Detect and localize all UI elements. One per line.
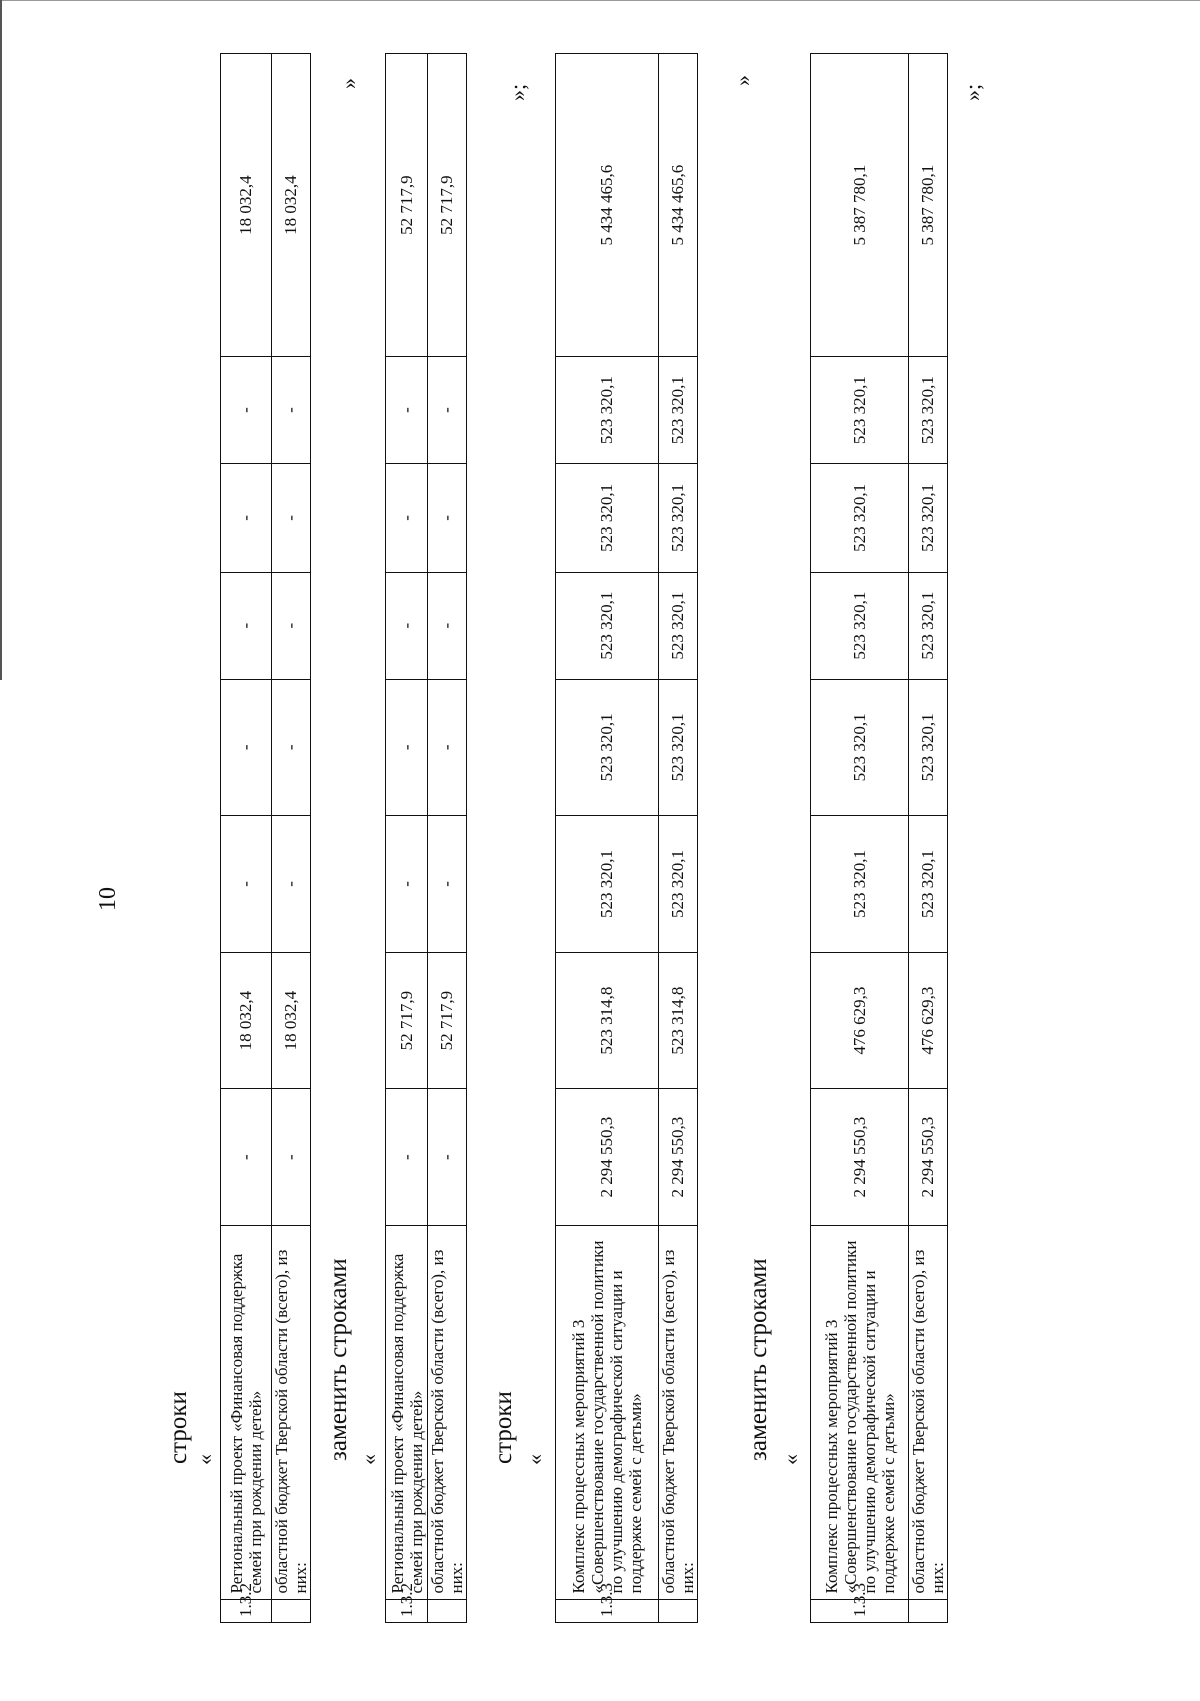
row-name: областной бюджет Тверской области (всего), из них:: [428, 1225, 467, 1599]
cell-value: 523 320,1: [659, 572, 698, 679]
block-1-intro: строки: [165, 1391, 192, 1464]
cell-value: 523 320,1: [909, 816, 948, 953]
cell-value: -: [221, 463, 272, 572]
cell-value: 523 320,1: [909, 463, 948, 572]
cell-value: 523 320,1: [811, 357, 909, 464]
table-block-1: [220, 53, 311, 1623]
cell-value: -: [386, 1089, 428, 1226]
row-name: областной бюджет Тверской области (всего), из них:: [272, 1225, 311, 1599]
cell-value: 523 320,1: [556, 816, 659, 953]
cell-value: 2 294 550,3: [909, 1089, 948, 1226]
cell-value: 523 314,8: [556, 952, 659, 1089]
block-4-close-quote: »;: [960, 83, 985, 101]
cell-value: -: [428, 816, 467, 953]
cell-value: 18 032,4: [272, 54, 311, 357]
cell-value: -: [386, 679, 428, 816]
cell-value: 523 320,1: [556, 357, 659, 464]
cell-value: 523 320,1: [909, 357, 948, 464]
block-1-open-quote: «: [192, 1454, 217, 1465]
cell-value: 523 320,1: [811, 679, 909, 816]
cell-value: 476 629,3: [811, 952, 909, 1089]
row-code: 1.3.3: [556, 1599, 659, 1622]
cell-value: 476 629,3: [909, 952, 948, 1089]
cell-value: 52 717,9: [386, 952, 428, 1089]
block-3-close-quote: »: [730, 75, 755, 86]
cell-value: 18 032,4: [221, 54, 272, 357]
cell-value: 523 320,1: [811, 816, 909, 953]
cell-value: -: [428, 679, 467, 816]
block-2-close-quote: »;: [505, 83, 530, 101]
cell-value: 523 314,8: [659, 952, 698, 1089]
table-row: [272, 54, 311, 1623]
cell-value: 52 717,9: [428, 54, 467, 357]
cell-value: 52 717,9: [386, 54, 428, 357]
cell-value: -: [386, 816, 428, 953]
table-row: [428, 54, 467, 1623]
cell-value: -: [428, 463, 467, 572]
cell-value: 5 387 780,1: [811, 54, 909, 357]
cell-value: -: [272, 679, 311, 816]
cell-value: 523 320,1: [556, 572, 659, 679]
cell-value: -: [272, 1089, 311, 1226]
cell-value: 2 294 550,3: [556, 1089, 659, 1226]
cell-value: -: [221, 572, 272, 679]
cell-value: 52 717,9: [428, 952, 467, 1089]
cell-value: -: [221, 1089, 272, 1226]
cell-value: -: [386, 572, 428, 679]
cell-value: 523 320,1: [659, 679, 698, 816]
row-code: [272, 1599, 311, 1622]
cell-value: -: [272, 463, 311, 572]
block-2-intro: заменить строками: [325, 1258, 352, 1461]
table-row: [386, 54, 428, 1623]
row-code: 1.3.2: [386, 1599, 428, 1622]
cell-value: -: [221, 816, 272, 953]
cell-value: 2 294 550,3: [811, 1089, 909, 1226]
table-block-2: [385, 53, 467, 1623]
cell-value: -: [428, 357, 467, 464]
cell-value: -: [386, 357, 428, 464]
page-number: 10: [95, 887, 121, 911]
cell-value: 523 320,1: [659, 463, 698, 572]
cell-value: 523 320,1: [556, 463, 659, 572]
block-2-open-quote: «: [356, 1454, 381, 1465]
row-name: Региональный проект «Финансовая поддержка семей при рождении детей»: [221, 1225, 272, 1599]
row-name: Региональный проект «Финансовая поддержка семей при рождении детей»: [386, 1225, 428, 1599]
cell-value: -: [272, 816, 311, 953]
row-name: Комплекс процессных мероприятий 3 «Совершенствование государственной политики по улучшению демографической ситуации и поддержке семей с детьми»: [556, 1225, 659, 1599]
table-block-4: [810, 53, 948, 1623]
cell-value: -: [272, 572, 311, 679]
cell-value: 523 320,1: [556, 679, 659, 816]
block-3-open-quote: «: [522, 1454, 547, 1465]
block-4-open-quote: «: [778, 1454, 803, 1465]
cell-value: -: [221, 357, 272, 464]
row-name: областной бюджет Тверской области (всего), из них:: [659, 1225, 698, 1599]
row-code: [909, 1599, 948, 1622]
block-1-close-quote: »: [336, 78, 361, 89]
row-name: областной бюджет Тверской области (всего), из них:: [909, 1225, 948, 1599]
cell-value: -: [428, 572, 467, 679]
row-code: 1.3.2: [221, 1599, 272, 1622]
cell-value: 5 434 465,6: [659, 54, 698, 357]
row-code: [659, 1599, 698, 1622]
table-row: [221, 54, 272, 1623]
row-name: Комплекс процессных мероприятий 3 «Совершенствование государственной политики по улучшению демографической ситуации и поддержке семей с детьми»: [811, 1225, 909, 1599]
cell-value: -: [428, 1089, 467, 1226]
cell-value: 5 387 780,1: [909, 54, 948, 357]
cell-value: 523 320,1: [909, 679, 948, 816]
cell-value: 5 434 465,6: [556, 54, 659, 357]
cell-value: 523 320,1: [811, 572, 909, 679]
table-row: [811, 54, 909, 1623]
row-code: [428, 1599, 467, 1622]
row-code: 1.3.3: [811, 1599, 909, 1622]
cell-value: 523 320,1: [659, 816, 698, 953]
cell-value: 523 320,1: [811, 463, 909, 572]
block-3-intro: строки: [490, 1391, 517, 1464]
cell-value: -: [386, 463, 428, 572]
block-4-intro: заменить строками: [745, 1258, 772, 1461]
cell-value: -: [272, 357, 311, 464]
cell-value: 2 294 550,3: [659, 1089, 698, 1226]
table-row: [556, 54, 659, 1623]
cell-value: 523 320,1: [659, 357, 698, 464]
table-row: [909, 54, 948, 1623]
cell-value: 18 032,4: [221, 952, 272, 1089]
table-row: [659, 54, 698, 1623]
cell-value: 523 320,1: [909, 572, 948, 679]
cell-value: -: [221, 679, 272, 816]
table-block-3: [555, 53, 698, 1623]
cell-value: 18 032,4: [272, 952, 311, 1089]
